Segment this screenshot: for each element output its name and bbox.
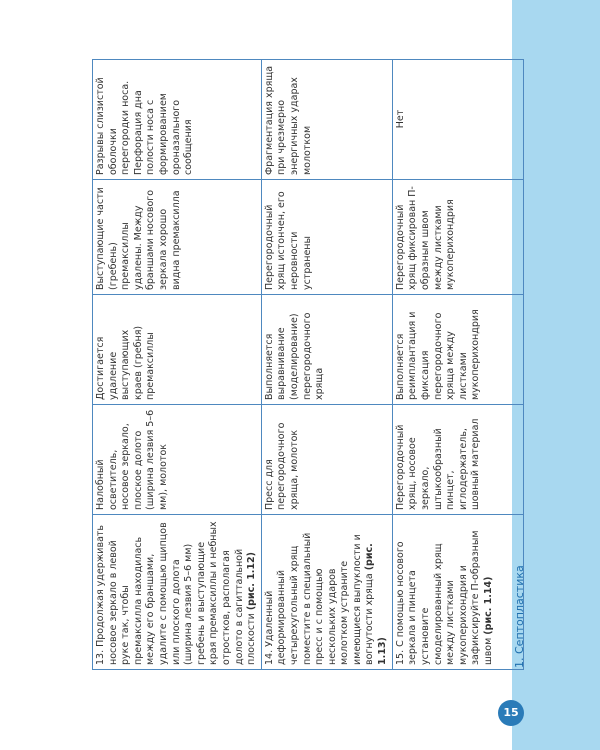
complications-cell: Нет xyxy=(392,60,523,180)
criteria-cell: Выступающие части (гребень) премаксиллы удалены. Между браншами носового зеркала хорошо видна премаксилла xyxy=(93,180,262,295)
table-row xyxy=(93,60,262,670)
step-text: 13. Продолжая удерживать носовое зеркало в левой руке так, чтобы премаксилла находилась между его браншами, удалите с помощью щипцов или плоского долота (ширина лезвия 5–6 мм) гребень и выступающие края премаксиллы и небных отростков, располагая долото в сагиттальной плоскости xyxy=(95,521,258,665)
criteria-cell: Перегородочный хрящ истончен, его неровности устранены xyxy=(261,180,392,295)
chapter-title: 1. Септопластика xyxy=(513,565,526,668)
step-text: 15. С помощью носового зеркала и пинцета установите смоделированный хрящ между листками мукоперихондрия и зафиксируйте П-образным швом xyxy=(394,530,494,665)
page-number: 15 xyxy=(498,700,524,726)
figure-ref: (рис. 1.13) xyxy=(364,543,389,665)
result-cell: Достигается удаление выступающих краев (гребня) премаксиллы xyxy=(93,295,262,405)
result-cell: Выполняется выравнивание (моделирование) перегородочного хряща xyxy=(261,295,392,405)
tools-cell: Пресс для перегородочного хряща, молоток xyxy=(261,405,392,515)
result-cell: Выполняется реимплантация и фиксация перегородочного хряща между листками мукоперихондрия xyxy=(392,295,523,405)
step-cell xyxy=(93,515,262,670)
tools-cell: Налобный осветитель, носовое зеркало, плоское долото (ширина лезвия 5–6 мм), молоток xyxy=(93,405,262,515)
figure-ref: (рис. 1.14) xyxy=(482,576,494,635)
step-text: 14. Удаленный деформированный четырехугольный хрящ поместите в специальный пресс и с помощью нескольких ударов молотком устраните имеющиеся выпуклости и вогнутости хряща xyxy=(263,532,376,665)
step-cell xyxy=(392,515,523,670)
table-row xyxy=(261,60,392,670)
tools-cell: Перегородочный хрящ, носовое зеркало, штыкообразный пинцет, иглодержатель, шовный материал xyxy=(392,405,523,515)
complications-cell: Разрывы слизистой оболочки перегородки носа. Перфорация дна полости носа с формированием ороназального сообщения xyxy=(93,60,262,180)
step-cell xyxy=(261,515,392,670)
table-row xyxy=(392,60,523,670)
figure-ref: (рис. 1.12) xyxy=(246,552,258,611)
procedure-table xyxy=(92,60,494,670)
complications-cell: Фрагментация хряща при чрезмерно энергичных ударах молотком xyxy=(261,60,392,180)
criteria-cell: Перегородочный хрящ фиксирован П-образным швом между листками мукоперихондрия xyxy=(392,180,523,295)
